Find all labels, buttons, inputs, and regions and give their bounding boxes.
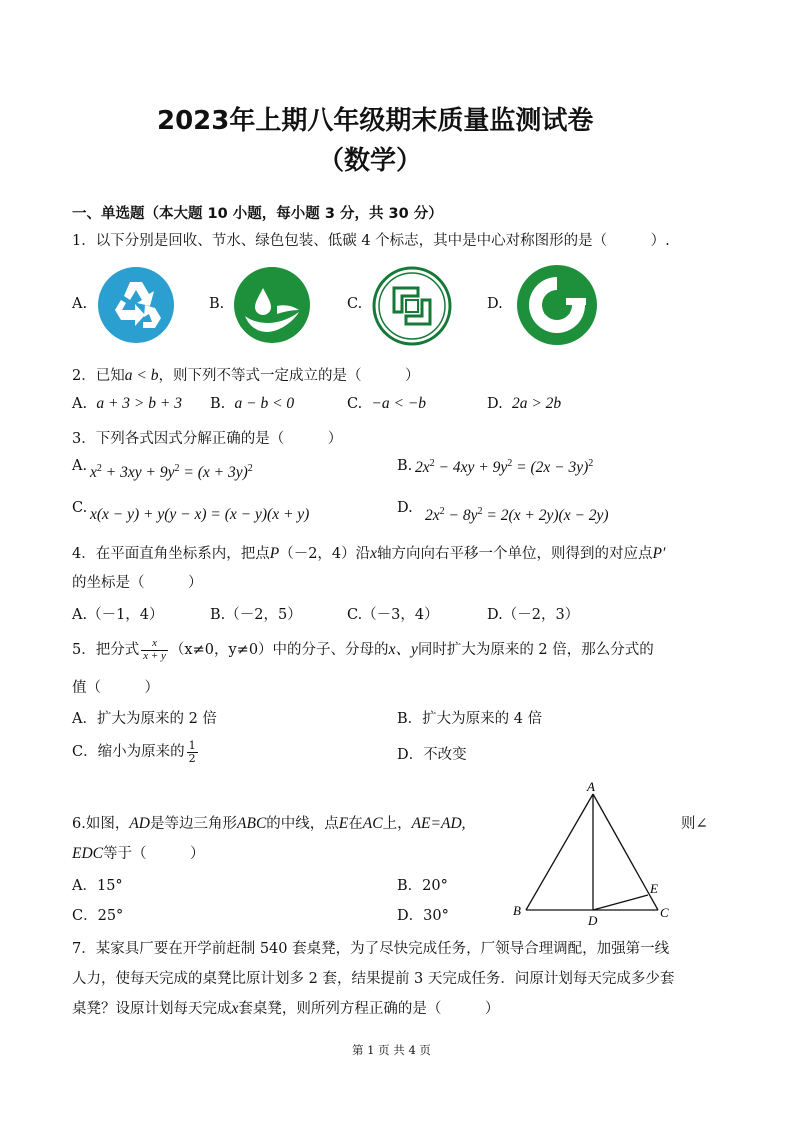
q5-option-c-text: C．缩小为原来的: [72, 744, 185, 761]
q5-cond-b: y≠0）中的分子、分母的: [228, 642, 389, 658]
q6-option-a[interactable]: A．15°: [72, 878, 123, 894]
question-4-line1: [72, 542, 665, 563]
q6-abc: ABC: [237, 815, 267, 832]
q3-label-d: D.: [397, 500, 413, 516]
q4-text-a: 4．在平面直角坐标系内，把点: [72, 546, 270, 562]
q5-option-c[interactable]: [72, 740, 200, 764]
q6-text-c: 的中线，点: [266, 816, 339, 832]
q4-axis: x: [370, 545, 378, 562]
q6-then: 则∠: [681, 816, 708, 832]
q4-point2: P′: [652, 545, 666, 562]
q6-text-d: 在: [348, 816, 363, 832]
page-footer: 第 1 页 共 4 页: [352, 1043, 431, 1057]
q6-text-line2: 等于（ ）: [103, 846, 205, 862]
q6-ac: AC: [362, 815, 383, 832]
q1-label-b: B.: [209, 296, 225, 312]
q3-option-a-math[interactable]: $x^2 + 3xy + 9y^2 = (x + 3y)^2$: [90, 463, 253, 482]
q4-text-c: 轴方向向右平移一个单位，则得到的对应点: [377, 546, 653, 562]
point-e-label: E: [650, 881, 658, 896]
q6-text-a: 6.如图，: [72, 816, 130, 832]
q4-option-c[interactable]: C.（－3，4）: [347, 607, 439, 623]
q4-point: P: [269, 545, 280, 562]
green-packaging-logo-icon: [372, 266, 452, 346]
question-3-stem: 3．下列各式因式分解正确的是（ ）: [72, 431, 343, 447]
point-d-label: D: [588, 913, 598, 928]
question-6-line1: [72, 812, 466, 833]
q3-option-b-math[interactable]: $2x^2 - 4xy + 9y^2 = (2x - 3y)^2$: [415, 458, 594, 477]
q2-stem-pre: 2．已知: [72, 368, 125, 384]
q1-label-c: C.: [347, 296, 363, 312]
q6-text-e: 上，: [382, 816, 412, 832]
q6-option-d[interactable]: D．30°: [397, 908, 449, 924]
q2-option-a[interactable]: [72, 395, 182, 413]
q5-option-b[interactable]: B．扩大为原来的 4 倍: [397, 711, 543, 727]
q2-option-a-math: a + 3 > b + 3: [96, 395, 182, 412]
q2-label-b: B.: [210, 396, 226, 412]
question-7-line1: 7．某家具厂要在开学前赶制 540 套桌凳，为了尽快完成任务，厂领导合理调配，加强第一线: [72, 941, 670, 957]
q2-condition: a < b: [124, 367, 159, 384]
q1-label-a: A.: [72, 296, 88, 312]
recycle-logo-icon: [97, 266, 175, 344]
vertex-c-label: C: [660, 905, 669, 920]
vertex-a-label: A: [587, 782, 595, 794]
q3-label-c: C.: [72, 500, 88, 516]
q5-vars: x、y: [388, 641, 418, 658]
q2-option-d[interactable]: [487, 395, 561, 413]
q2-label-a: A.: [72, 396, 88, 412]
q7-x: x: [231, 1000, 239, 1017]
question-4-line2: 的坐标是（ ）: [72, 575, 203, 591]
q2-label-c: C.: [347, 396, 363, 412]
page-subtitle: （数学）: [318, 146, 423, 176]
vertex-b-label: B: [513, 903, 521, 918]
side-ab: [526, 794, 593, 910]
low-carbon-logo-icon: [516, 264, 598, 346]
q5-option-a[interactable]: A．扩大为原来的 2 倍: [72, 711, 217, 727]
question-6-line2: [72, 842, 205, 863]
q4-option-a[interactable]: A.（－1，4）: [72, 607, 164, 623]
question-5-line2: 值（ ）: [72, 680, 159, 696]
q6-ad: AD: [129, 815, 151, 832]
q3-option-d-math[interactable]: $2x^2 - 8y^2 = 2(x + 2y)(x - 2y)$: [425, 506, 609, 525]
q4-option-b[interactable]: B.（－2，5）: [210, 607, 302, 623]
q4-text-b: （－2，4）沿: [279, 546, 371, 562]
question-2-stem: [72, 364, 419, 385]
water-saving-logo-icon: [233, 266, 311, 344]
q5-text-pre: 5．把分式: [72, 642, 140, 658]
q7-text-b: 套桌凳，则所列方程正确的是（ ）: [238, 1001, 500, 1017]
q2-label-d: D.: [487, 396, 503, 412]
q3-label-a: A.: [72, 458, 88, 474]
q6-edc: EDC: [72, 845, 103, 862]
q6-text-b: 是等边三角形: [150, 816, 238, 832]
q5-optc-den: 2: [188, 751, 196, 765]
q6-ae-ad: AE=AD,: [411, 815, 466, 832]
q5-cond-a: （x≠0，: [169, 642, 229, 658]
side-ac: [593, 794, 658, 910]
q2-option-d-math: 2a > 2b: [511, 395, 562, 412]
q4-option-d[interactable]: D.（－2，3）: [487, 607, 580, 623]
q5-option-c-fraction: [187, 740, 198, 764]
q5-option-d[interactable]: D．不改变: [397, 747, 467, 763]
question-1-stem: 1．以下分别是回收、节水、绿色包装、低碳 4 个标志，其中是中心对称图形的是（ ）.: [72, 233, 670, 249]
q7-text-a: 桌凳？设原计划每天完成: [72, 1001, 232, 1017]
question-7-line2: 人力，使每天完成的桌凳比原计划多 2 套，结果提前 3 天完成任务．问原计划每天完成多少套: [72, 971, 675, 987]
q2-option-c[interactable]: [347, 395, 426, 413]
page-title: 2023年上期八年级期末质量监测试卷: [157, 106, 594, 136]
q6-option-b[interactable]: B．20°: [397, 878, 448, 894]
q5-optc-num: 1: [188, 739, 196, 752]
q3-label-b: B.: [397, 458, 413, 474]
q5-frac-den: x + y: [143, 649, 166, 662]
triangle-figure: [510, 782, 680, 930]
q2-option-c-math: −a < −b: [371, 395, 427, 412]
q2-option-b-math: a − b < 0: [234, 395, 295, 412]
q2-stem-post: ，则下列不等式一定成立的是（ ）: [158, 368, 420, 384]
q6-option-c[interactable]: C．25°: [72, 908, 124, 924]
question-5-line1: [72, 637, 654, 662]
q5-frac-num: x: [141, 638, 168, 651]
q3-option-c-math[interactable]: x(x − y) + y(y − x) = (x − y)(x + y): [90, 506, 310, 523]
section-heading: 一、单选题（本大题 10 小题，每小题 3 分，共 30 分）: [72, 206, 443, 222]
q2-option-b[interactable]: [210, 395, 294, 413]
q5-text-post: 同时扩大为原来的 2 倍，那么分式的: [417, 642, 654, 658]
q1-label-d: D.: [487, 296, 503, 312]
segment-de: [593, 895, 648, 910]
q5-fraction: [141, 638, 168, 662]
question-7-line3: [72, 997, 499, 1018]
q6-e: E: [338, 815, 349, 832]
